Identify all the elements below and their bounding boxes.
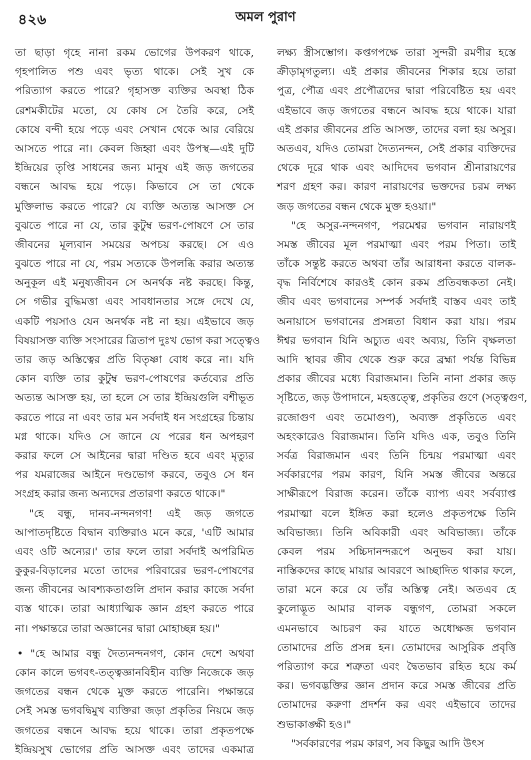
- text-line: বিষয়াসক্ত ব্যক্তি সংসারের ত্রিতাপ দুঃখ ভোগ করা সত্ত্বেও: [15, 334, 261, 347]
- text-line: অত্যন্ত আসক্ত হয়, তা হলে সে তার ইন্দ্রিয়গুলি বশীভূত: [15, 392, 254, 405]
- text-line: পরিত্যাগ করে শত্রুতা এবং দ্বৈতভাব রহিত হয়ে কর্ম: [277, 661, 516, 673]
- text-line: সেই সমস্ত ভগবদ্বিমুখ ব্যক্তিরা জড়া প্রকৃতির নিয়মে জড়: [15, 705, 254, 718]
- text-line: এইভাবে জড় জগতের বন্ধনে আবদ্ধ হয়ে থাকে। যারা: [277, 104, 516, 117]
- text-line: এবং ওটি অন্যের।' তার ফলে তারা সর্বদাই অপরিমিত: [15, 545, 254, 558]
- text-line: ব্যস্ত থাকে। তারা আধ্যাত্মিক জ্ঞান গ্রহণ করতে পারে: [15, 603, 254, 616]
- text-line: কর। ভগবদ্ভক্তির জ্ঞান প্রদান করে সমস্ত জীবের প্রতি: [277, 680, 516, 693]
- text-line: জীব এবং ভগবানের সম্পর্ক সর্বদাই বাস্তব এবং তাই: [277, 296, 516, 309]
- text-line: বৃদ্ধ নির্বিশেষে কারওই কোন রকম প্রতিবন্ধকতা নেই।: [277, 277, 516, 290]
- text-line: • "হে আমার বন্ধু দৈত্যনন্দনগণ, কোন দেশে অথবা: [17, 647, 254, 660]
- text-line: তোমাদের প্রতি প্রসন্ন হন। তোমাদের আসুরিক প্রবৃত্তি: [277, 641, 516, 654]
- text-line: সর্বত্র বিরাজমান এবং তিনি চিন্ময় পরমাত্মা এবং: [277, 449, 516, 462]
- left-text-column: [15, 44, 261, 756]
- text-line: পর যমরাজের আইনে দণ্ডভোগ করবে, তবুও সে ধন: [15, 469, 254, 482]
- text-line: ইন্দ্রিয়ের তৃপ্তি সাধনের জন্য মানুষ এই জড় জগতের: [15, 162, 254, 175]
- text-line: করার ফলে সে আইনের দ্বারা দণ্ডিত হবে এবং মৃত্যুর: [15, 449, 254, 462]
- text-line: কেবল পরম সচ্চিদানন্দরূপে অনুভব করা যায়।: [277, 545, 516, 558]
- text-line: নাস্তিকদের কাছে মায়ার আবরণে আচ্ছাদিত থাকার ফলে,: [277, 565, 516, 578]
- text-line: এমনভাবে আচরণ কর যাতে অধোক্ষজ ভগবান: [277, 622, 516, 635]
- text-line: অবিভাজ্য। তিনি অবিকারী এবং অবিভাজ্য। তাঁকে: [277, 526, 516, 539]
- running-title: অমল পুরাণ: [235, 10, 296, 25]
- text-line: জগতের বন্ধনে আবদ্ধ হয়ে থাকে। তারা প্রকৃতপক্ষে: [15, 724, 254, 737]
- text-line: রজোগুণ এবং তমোগুণ), অব্যক্ত প্রকৃতিতে এবং: [277, 411, 516, 424]
- page-number: ৪২৬: [18, 12, 47, 28]
- text-line: জগতের বন্ধন থেকে মুক্ত করতে পারেনি। পক্ষান্তরে: [15, 686, 254, 699]
- text-line: তার জড় অস্তিত্বের প্রতি বিতৃষ্ণা বোধ করে না। যদি: [15, 354, 254, 366]
- text-line: সাক্ষীরূপে বিরাজ করেন। তাঁকে ব্যাপ্য এবং সর্বব্যাপ্ত: [277, 488, 516, 501]
- text-line: পরমাত্মা বলে ইঙ্গিত করা হলেও প্রকৃতপক্ষে তিনি: [277, 507, 516, 520]
- text-line: বন্ধনে আবদ্ধ হয়ে পড়ে। কিভাবে সে তা থেকে: [15, 181, 254, 194]
- text-line: সৃষ্টিতে, জড় উপাদানে, মহত্তত্ত্বে, প্রকৃতির গুণে (সত্ত্বগুণ,: [277, 392, 528, 405]
- text-line: ঈশ্বর ভগবান যিনি অচ্যুত এবং অব্যয়, তিনি বৃক্ষলতা: [277, 334, 516, 347]
- text-line: "হে বন্ধু, দানব-নন্দনগণ! এই জড় জগতে: [29, 507, 254, 520]
- text-line: ইন্দ্রিয়সুখ ভোগের প্রতি আসক্ত এবং তাদের একমাত্র: [15, 743, 254, 756]
- text-line: তারা মনে করে যে তাঁর অস্তিত্ব নেই। অতএব হে: [277, 584, 516, 597]
- text-line: অনুকূল এই মনুষ্যজীবন সে অনর্থক নষ্ট করছে। কিন্তু,: [15, 277, 254, 290]
- text-line: প্রকার জীবের মধ্যে বিরাজমান। তিনি নানা প্রকার জড়: [277, 373, 516, 386]
- text-line: থেকে দূরে থাক এবং আদিদেব ভগবান শ্রীনারায়ণের: [277, 162, 516, 175]
- text-line: একটি পয়সাও যেন অনর্থক নষ্ট না হয়। এইভাবে জড়: [15, 315, 254, 328]
- text-line: আসতে পারে না। কেবল জিহ্বা এবং উপস্থ—এই দুটি: [15, 142, 254, 155]
- text-line: জন্য জীবনের আবশ্যকতাগুলি প্রদান করার কাজে সর্বদা: [15, 584, 254, 597]
- text-line: লক্ষ্য স্ত্রীসম্ভোগ। কপ্তগপক্ষে তারা সুন্দরী রমণীর হস্তে: [277, 47, 516, 59]
- text-line: রেশমকীটের মতো, যে কোষ সে তৈরি করে, সেই: [15, 104, 254, 117]
- text-line: পরিত্যাগ করতে পারে? গৃহাসক্ত ব্যক্তির অবস্থা ঠিক: [15, 85, 254, 98]
- text-line: কুকুর-বিড়ালের মতো তাদের পরিবারের ভরণ-পোষণের: [15, 565, 254, 578]
- text-line: সমস্ত জীবের মূল পরমাত্মা এবং পরম পিতা। তাই: [277, 238, 516, 251]
- text-line: জড় জগতের বন্ধন থেকে মুক্ত হওয়া।": [277, 200, 437, 213]
- text-line: তোমাদের করুণা প্রদর্শন কর এবং এইভাবে তাদের: [277, 699, 516, 712]
- text-line: "সর্বকারণের পরম কারণ, সব কিছুর আদি উৎস: [291, 737, 485, 750]
- text-line: মগ্ন থাকে। যদিও সে জানে যে পরের ধন অপহরণ: [15, 430, 254, 443]
- text-line: কোষে বন্দী হয়ে পড়ে এবং সেখান থেকে আর বেরিয়ে: [15, 123, 254, 136]
- text-line: অহংকারেও বিরাজমান। তিনি যদিও এক, তবুও তিনি: [277, 430, 516, 443]
- text-line: ক্রীড়ামৃগতুল্য। এই প্রকার জীবনের শিকার হয়ে তারা: [277, 66, 516, 79]
- text-line: তা ছাড়া গৃহে নানা রকম ভোগের উপকরণ থাকে,: [15, 47, 254, 59]
- text-line: অনায়াসে ভগবানের প্রসন্নতা বিধান করা যায়। পরম: [277, 315, 516, 328]
- text-line: এই প্রকার জীবনের প্রতি আসক্ত, তাদের বলা হয় অসুর।: [277, 123, 516, 136]
- text-line: শরণ গ্রহণ কর। কারণ নারায়ণের ভক্তদের চরম লক্ষ্য: [277, 181, 516, 194]
- text-line: করতে পারে না এবং তার মন সর্বদাই ধন সংগ্রহের চিন্তায়: [15, 411, 254, 424]
- text-line: বুঝতে পারে না যে, তার কুটুম্ব ভরণ-পোষণে সে তার: [15, 219, 254, 232]
- text-line: অতএব, যদিও তোমরা দৈত্যনন্দন, সেই প্রকার ব্যক্তিদের: [277, 142, 516, 155]
- text-line: পুত্র, পৌত্র এবং প্রপৌত্রদের দ্বারা পরিবেষ্টিত হয় এবং: [277, 85, 516, 98]
- text-line: বুঝতে পারে না যে, পরম সত্যকে উপলব্ধি করার অত্যন্ত: [15, 258, 254, 271]
- text-line: সর্বকারণের পরম কারণ, যিনি সমস্ত জীবের অন্তরে: [277, 469, 516, 482]
- text-line: আপাতদৃষ্টিতে বিদ্বান ব্যক্তিরাও মনে করে, 'এটি আমার: [15, 526, 254, 539]
- text-line: না। পক্ষান্তরে তারা অজ্ঞানের দ্বারা মোহাচ্ছন্ন হয়।": [15, 622, 221, 635]
- text-line: আদি স্থাবর জীব থেকে শুরু করে ব্রহ্মা পর্যন্ত বিভিন্ন: [277, 354, 516, 366]
- text-line: গৃহপালিত পশু এবং ভৃত্য থাকে। সেই সুখ কে: [15, 66, 254, 79]
- text-line: কুলোদ্ভূত আমার বালক বন্ধুগণ, তোমরা সকলে: [277, 603, 516, 616]
- text-line: কোন কালে ভগবৎ-তত্ত্বজ্ঞানবিহীন ব্যক্তি নিজেকে জড়: [15, 667, 254, 679]
- text-line: জীবনের মূল্যবান সময়ের অপচয় করছে। সে এও: [15, 238, 254, 251]
- text-line: সে গভীর বুদ্ধিমত্তা এবং সাবধানতার সঙ্গে দেখে যে,: [15, 296, 254, 309]
- text-line: কোন ব্যক্তি তার কুটুম্ব ভরণ-পোষণের কর্তব্যের প্রতি: [15, 373, 254, 386]
- text-line: তাঁকে সন্তুষ্ট করতে অথবা তাঁর আরাধনা করতে বালক-: [277, 258, 516, 271]
- text-line: সংগ্রহ করার জন্য অন্যদের প্রতারণা করতে থাকে।": [15, 488, 226, 501]
- text-line: শুভাকাঙ্ক্ষী হও।": [277, 718, 352, 731]
- page-header: [0, 0, 531, 40]
- text-line: "হে অসুর-নন্দনগণ, পরমেশ্বর ভগবান নারায়ণই: [291, 219, 516, 232]
- right-text-column: [277, 44, 528, 750]
- text-line: মুক্তিলাভ করতে পারে? যে ব্যক্তি অত্যন্ত আসক্ত সে: [15, 200, 254, 213]
